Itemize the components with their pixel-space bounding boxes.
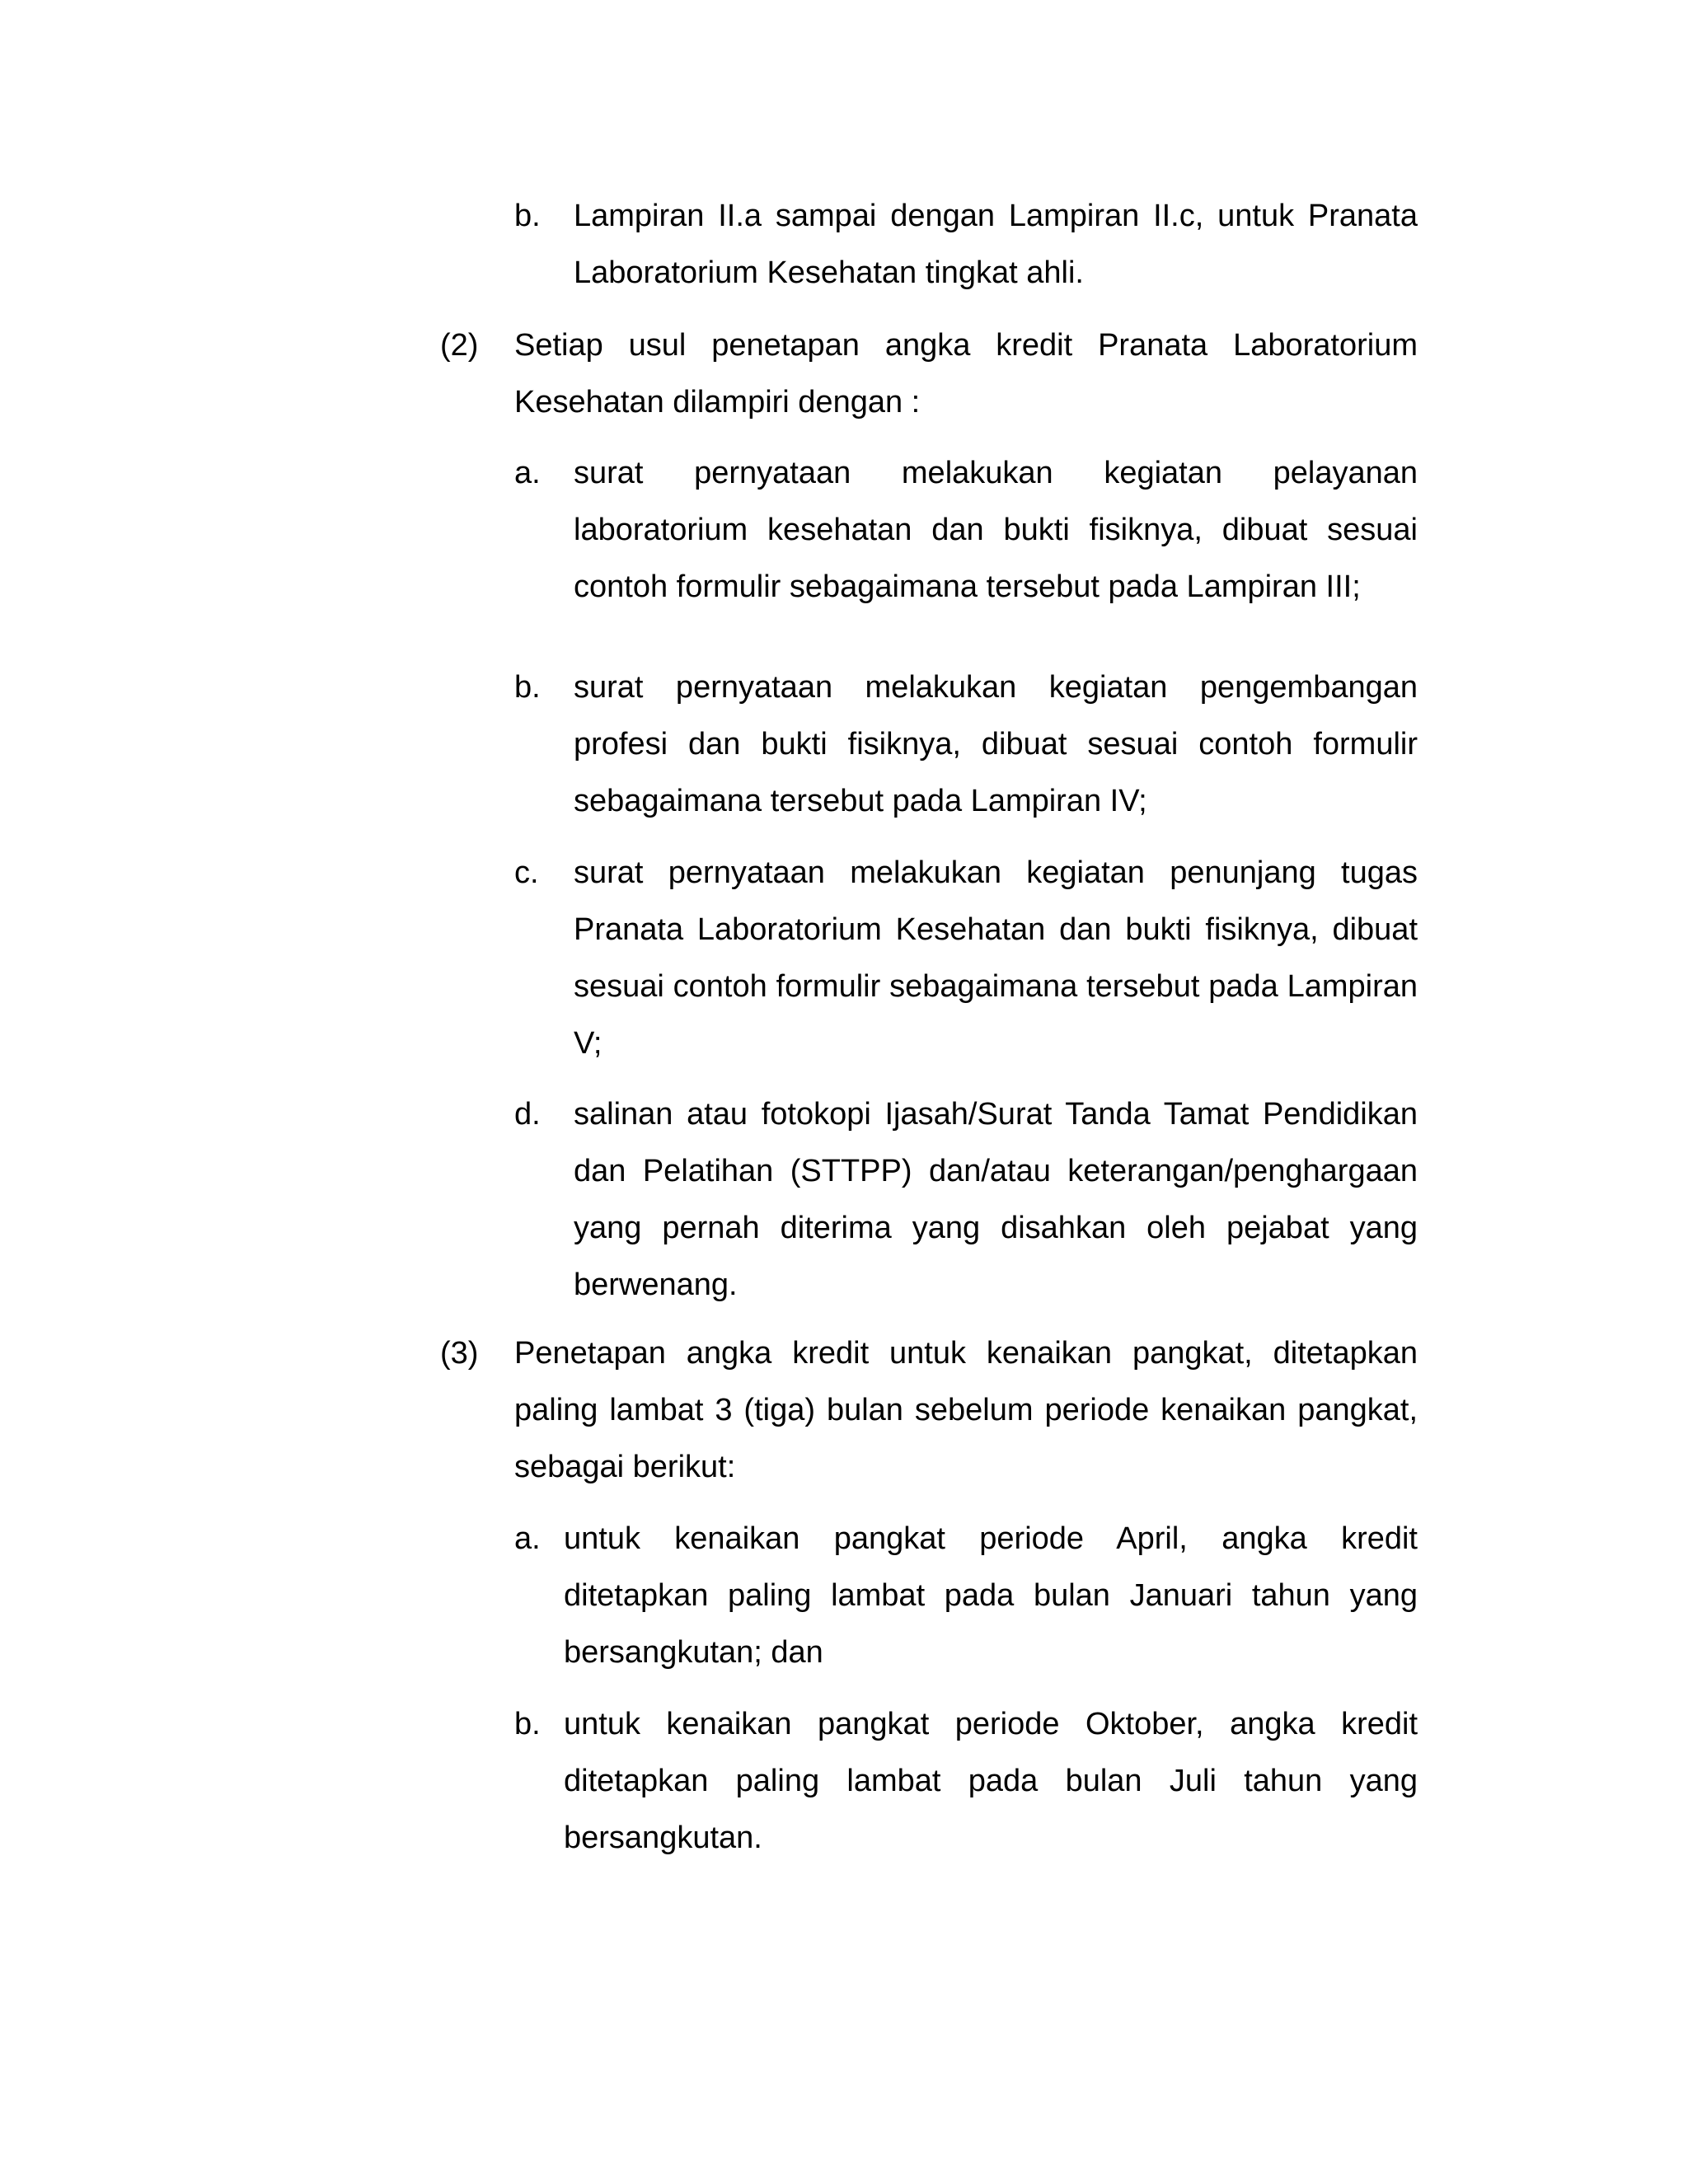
clause-text: Penetapan angka kredit untuk kenaikan pangkat, ditetapkan paling lambat 3 (tiga) bulan sebelum periode kenaikan pangkat, sebagai berikut: — [514, 1336, 1418, 1484]
list-item-text: surat pernyataan melakukan kegiatan pelayanan laboratorium kesehatan dan bukti fisiknya, dibuat sesuai contoh formulir sebagaimana tersebut pada Lampiran III; — [574, 456, 1418, 604]
clause-text: Setiap usul penetapan angka kredit Pranata Laboratorium Kesehatan dilampiri dengan : — [514, 328, 1418, 419]
list-marker: b. — [514, 670, 541, 705]
list-item-c-penunjang — [514, 845, 1418, 1072]
list-item-text: untuk kenaikan pangkat periode Oktober, angka kredit ditetapkan paling lambat pada bulan Juli tahun yang bersangkutan. — [564, 1707, 1418, 1855]
list-marker: a. — [514, 1521, 541, 1556]
list-item-a-pelayanan — [514, 445, 1418, 616]
list-item-text: salinan atau fotokopi Ijasah/Surat Tanda Tamat Pendidikan dan Pelatihan (STTPP) dan/atau keterangan/penghargaan yang pernah diterima yang disahkan oleh pejabat yang berwenang. — [574, 1097, 1418, 1302]
list-marker: b. — [514, 199, 541, 233]
list-item-b-oktober — [514, 1696, 1418, 1867]
list-item-text: Lampiran II.a sampai dengan Lampiran II.c, untuk Pranata Laboratorium Kesehatan tingkat ahli. — [574, 199, 1418, 290]
clause-number: (2) — [440, 328, 479, 363]
list-marker: a. — [514, 456, 541, 490]
list-item-a-april — [514, 1511, 1418, 1681]
clause-number: (3) — [440, 1336, 479, 1371]
list-marker: d. — [514, 1097, 541, 1132]
list-marker: c. — [514, 855, 539, 890]
clause-3 — [440, 1325, 1418, 1496]
list-item-text: surat pernyataan melakukan kegiatan pengembangan profesi dan bukti fisiknya, dibuat sesuai contoh formulir sebagaimana tersebut pada Lampiran IV; — [574, 670, 1418, 818]
clause-2 — [440, 317, 1418, 431]
list-item-b-pengembangan — [514, 659, 1418, 830]
list-item-b-lampiran — [514, 188, 1418, 302]
list-item-text: untuk kenaikan pangkat periode April, angka kredit ditetapkan paling lambat pada bulan Januari tahun yang bersangkutan; dan — [564, 1521, 1418, 1670]
list-marker: b. — [514, 1707, 541, 1741]
list-item-d-ijasah — [514, 1086, 1418, 1314]
list-item-text: surat pernyataan melakukan kegiatan penunjang tugas Pranata Laboratorium Kesehatan dan bukti fisiknya, dibuat sesuai contoh formulir sebagaimana tersebut pada Lampiran V; — [574, 855, 1418, 1061]
